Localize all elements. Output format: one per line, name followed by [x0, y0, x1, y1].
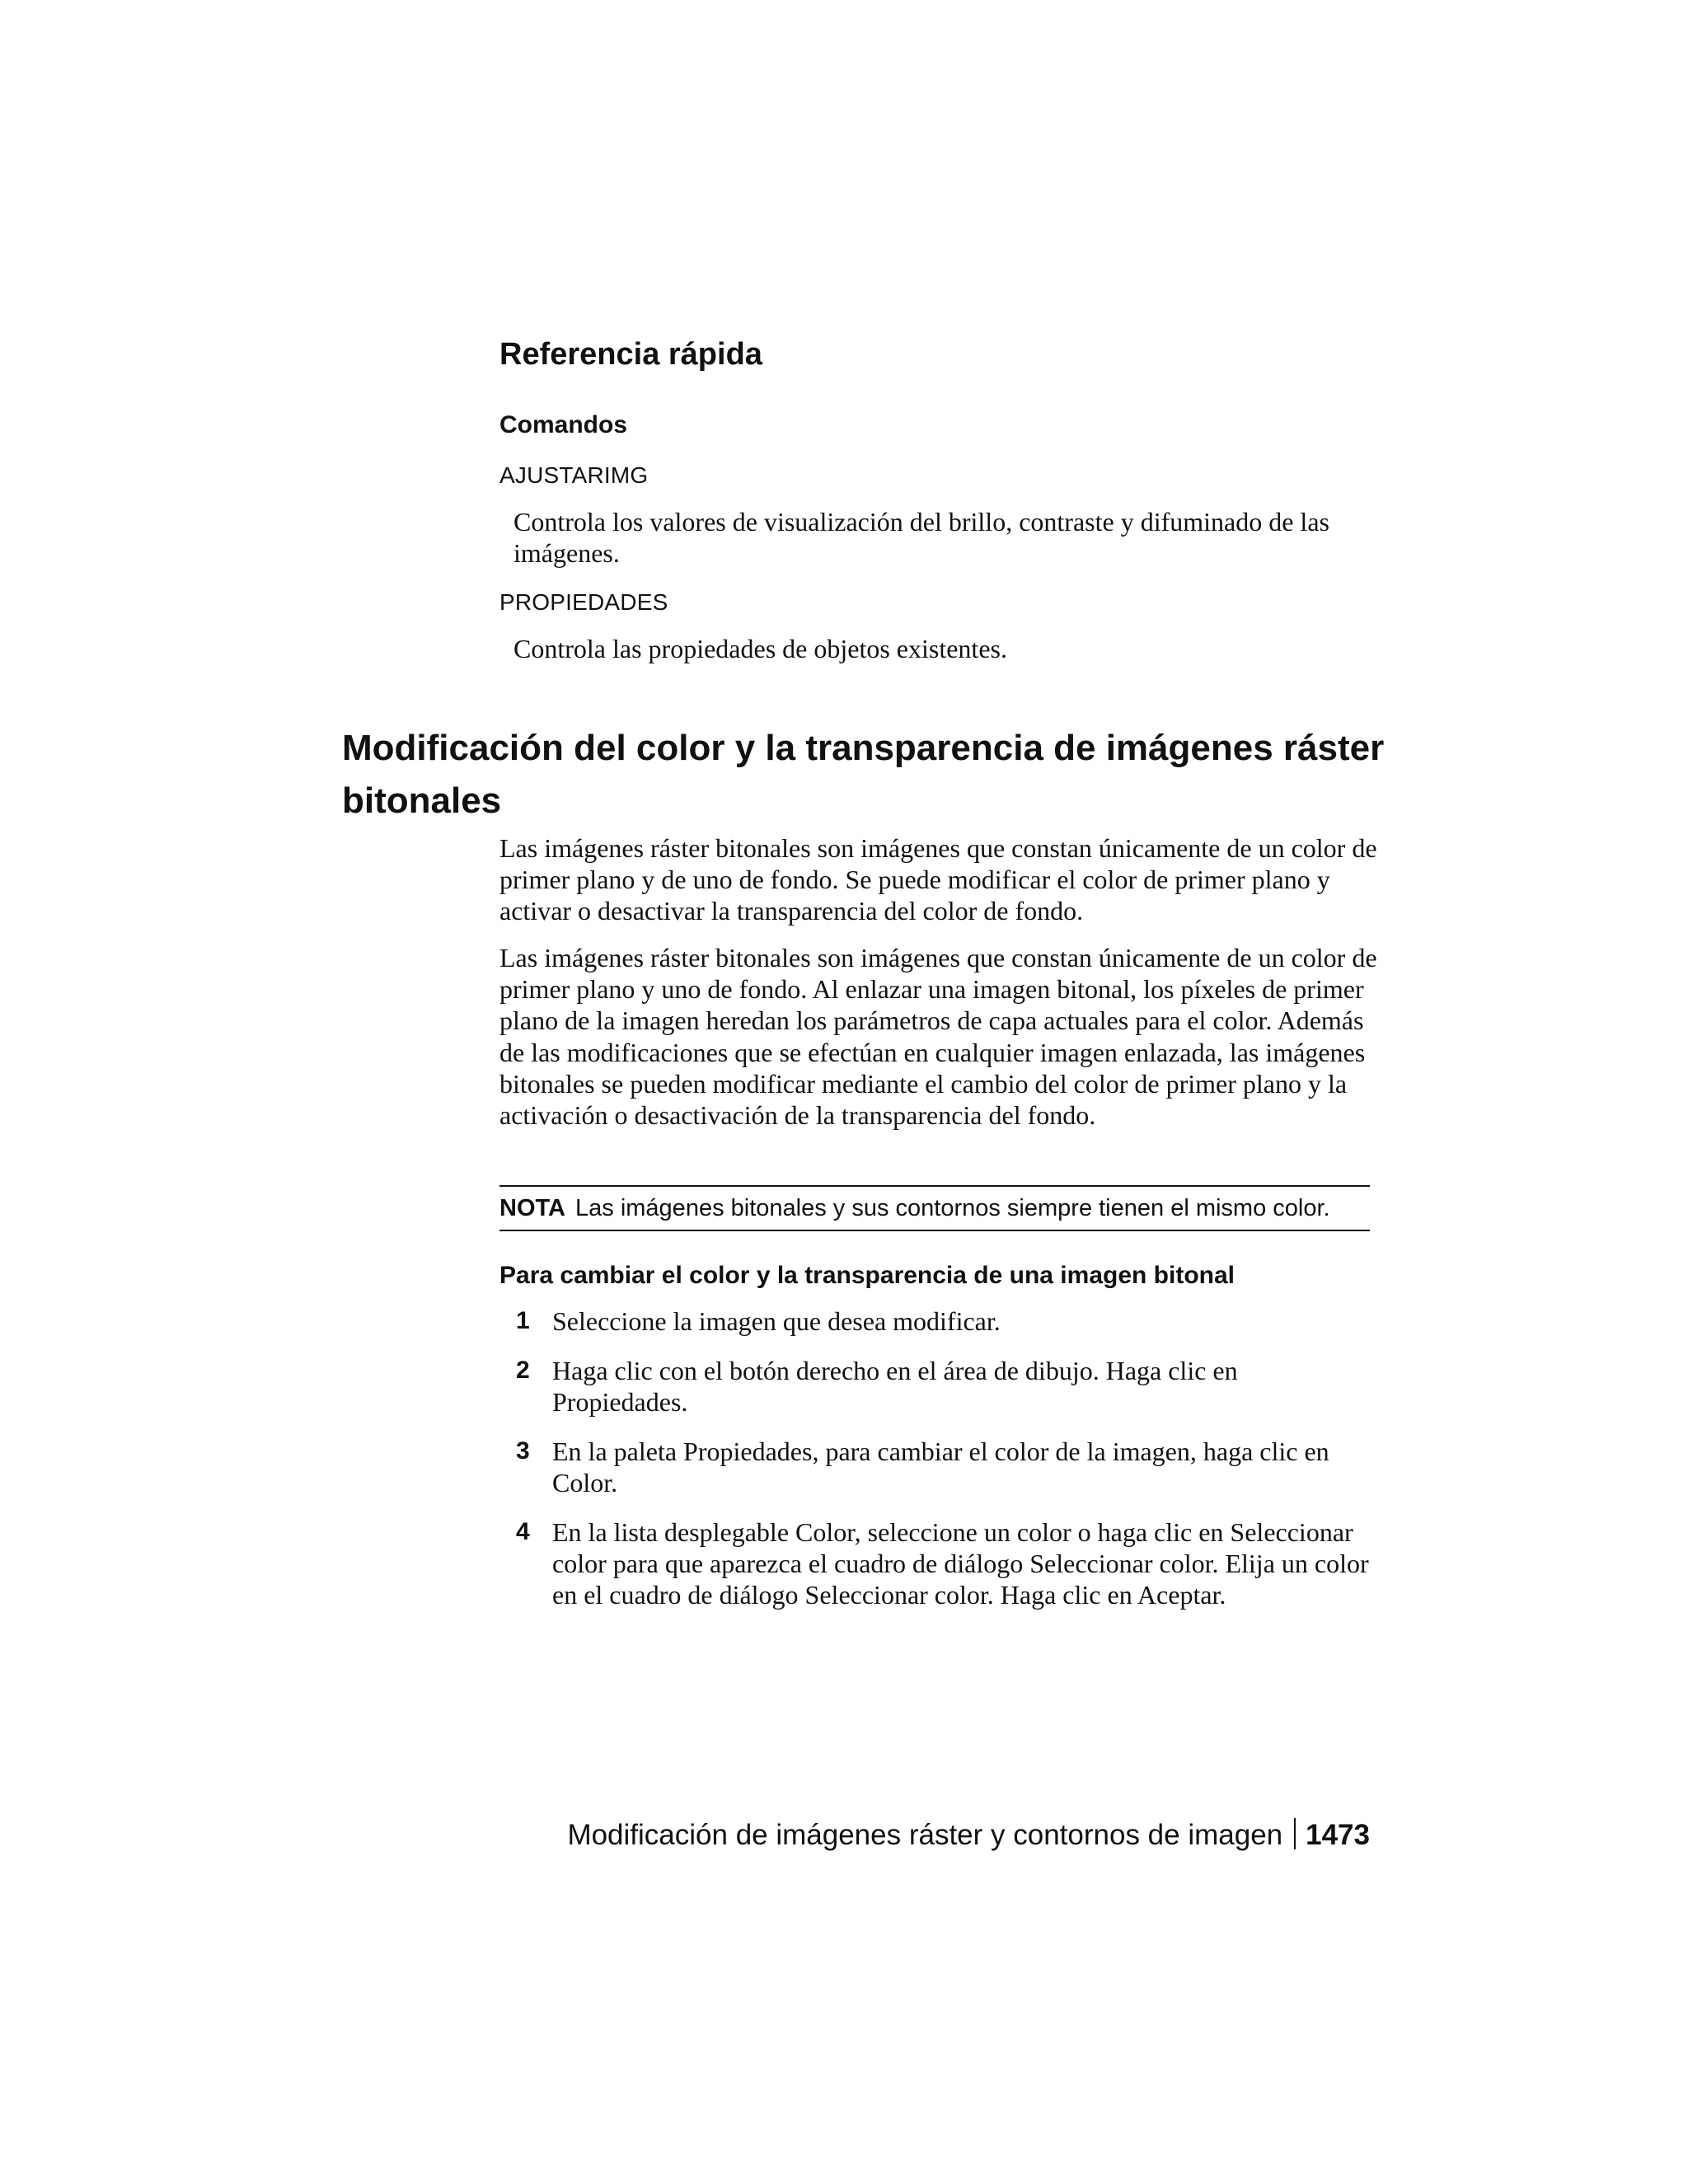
note-box [499, 1185, 1370, 1231]
step-text: Seleccione la imagen que desea modificar. [552, 1306, 1001, 1336]
quick-reference-heading: Referencia rápida [499, 337, 762, 372]
body-paragraph: Las imágenes ráster bitonales son imágenes que constan únicamente de un color de primer plano y de uno de fondo. Se puede modificar el color de primer plano y activar o desactivar la transparencia del color de fondo. [499, 833, 1377, 926]
step-number: 1 [516, 1307, 530, 1334]
command-name: PROPIEDADES [499, 589, 668, 615]
step-text: En la paleta Propiedades, para cambiar el color de la imagen, haga clic en Color. [552, 1436, 1329, 1498]
step-text: En la lista desplegable Color, seleccione un color o haga clic en Seleccionar color para que aparezca el cuadro de diálogo Seleccionar color. Elija un color en el cuadro de diálogo Seleccionar color. Haga clic en Aceptar. [552, 1517, 1369, 1610]
note-text: Las imágenes bitonales y sus contornos siempre tienen el mismo color. [575, 1195, 1330, 1221]
footer-separator [1294, 1818, 1296, 1849]
section-heading: Modificación del color y la transparencia de imágenes ráster bitonales [342, 728, 1385, 821]
footer-chapter-title: Modificación de imágenes ráster y contornos de imagen [567, 1819, 1283, 1851]
procedure-heading: Para cambiar el color y la transparencia de una imagen bitonal [499, 1262, 1235, 1289]
note-label: NOTA [499, 1195, 566, 1221]
step-number: 2 [516, 1357, 530, 1384]
step-text: Haga clic con el botón derecho en el área de dibujo. Haga clic en Propiedades. [552, 1356, 1238, 1418]
page-footer [567, 1818, 1370, 1853]
command-description: Controla los valores de visualización del brillo, contraste y difuminado de las imágenes. [513, 507, 1329, 568]
step-number: 4 [516, 1518, 530, 1545]
step-number: 3 [516, 1437, 530, 1465]
command-description: Controla las propiedades de objetos existentes. [513, 634, 1007, 663]
command-name: AJUSTARIMG [499, 462, 649, 488]
page-number: 1473 [1306, 1819, 1370, 1851]
commands-subheading: Comandos [499, 411, 628, 438]
body-paragraph: Las imágenes ráster bitonales son imágenes que constan únicamente de un color de primer plano y uno de fondo. Al enlazar una imagen bitonal, los píxeles de primer plano de la imagen heredan los parámetros de capa actuales para el color. Además de las modificaciones que se efectúan en cualquier imagen enlazada, las imágenes bitonales se pueden modificar mediante el cambio del color de primer plano y la activación o desactivación de la transparencia del fondo. [499, 943, 1377, 1131]
